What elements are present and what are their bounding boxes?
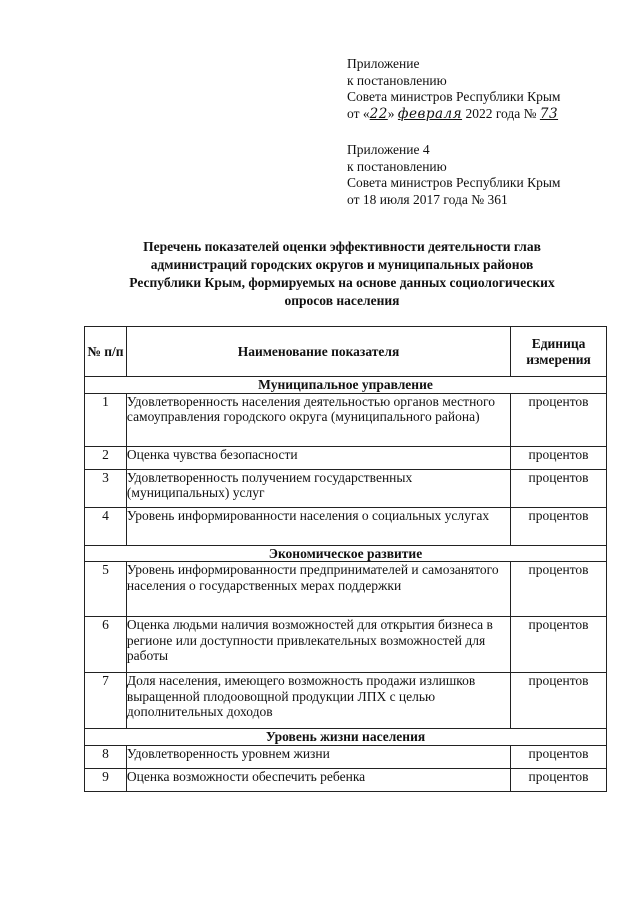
handwritten-number: 73: [539, 105, 559, 122]
section-title: Муниципальное управление: [85, 377, 607, 394]
row-num: 9: [85, 768, 127, 791]
row-unit: процентов: [511, 673, 607, 729]
title-line: администраций городских округов и муниципальных районов: [150, 257, 534, 272]
table-row: [85, 446, 607, 469]
row-unit: процентов: [511, 745, 607, 768]
row-name: Удовлетворенность населения деятельностью органов местного самоуправления городского округа (муниципального района): [126, 393, 510, 446]
council-label: Совета министров Республики Крым: [347, 175, 561, 190]
section-row: [85, 729, 607, 746]
row-num: 2: [85, 446, 127, 469]
year-suffix: 2022 года №: [462, 105, 540, 121]
date-mid: »: [387, 105, 398, 121]
title-line: Республики Крым, формируемых на основе данных социологических: [129, 275, 555, 290]
row-name: Уровень информированности населения о социальных услугах: [126, 507, 510, 545]
indicators-table: [84, 326, 607, 792]
row-unit: процентов: [511, 393, 607, 446]
appendix-header: [347, 56, 627, 122]
row-unit: процентов: [511, 617, 607, 673]
table-row: [85, 617, 607, 673]
row-num: 4: [85, 507, 127, 545]
row-unit: процентов: [511, 507, 607, 545]
table-row: [85, 393, 607, 446]
row-num: 3: [85, 469, 127, 507]
row-num: 6: [85, 617, 127, 673]
table-row: [85, 469, 607, 507]
table-row: [85, 745, 607, 768]
header-name: Наименование показателя: [126, 327, 510, 377]
row-name: Оценка людьми наличия возможностей для открытия бизнеса в регионе или доступности привлекательных возможностей для работы: [126, 617, 510, 673]
row-name: Удовлетворенность получением государственных (муниципальных) услуг: [126, 469, 510, 507]
to-resolution-label: к постановлению: [347, 158, 447, 174]
row-name: Доля населения, имеющего возможность продажи излишков выращенной плодоовощной продукции ЛПХ с целью дополнительных доходов: [126, 673, 510, 729]
table-row: [85, 673, 607, 729]
header-unit: Единица измерения: [511, 327, 607, 377]
original-resolution-date: от 18 июля 2017 года № 361: [347, 191, 508, 207]
title-line: Перечень показателей оценки эффективности деятельности глав: [143, 239, 541, 254]
row-unit: процентов: [511, 469, 607, 507]
table-row: [85, 507, 607, 545]
row-num: 5: [85, 562, 127, 617]
row-name: Уровень информированности предпринимателей и самозанятого населения о государственных мерах поддержки: [126, 562, 510, 617]
to-resolution-label: к постановлению: [347, 72, 447, 88]
appendix-label: Приложение: [347, 56, 420, 71]
date-prefix: от «: [347, 105, 370, 121]
row-unit: процентов: [511, 768, 607, 791]
row-num: 1: [85, 393, 127, 446]
table-row: [85, 562, 607, 617]
resolution-date-line: [347, 106, 627, 123]
handwritten-month: февраля: [397, 105, 463, 122]
appendix-4-header: [347, 142, 627, 208]
row-num: 8: [85, 745, 127, 768]
row-name: Удовлетворенность уровнем жизни: [126, 745, 510, 768]
council-label: Совета министров Республики Крым: [347, 89, 561, 104]
section-row: [85, 377, 607, 394]
title-line: опросов населения: [284, 293, 400, 308]
table-row: [85, 768, 607, 791]
table-header-row: [85, 327, 607, 377]
row-unit: процентов: [511, 446, 607, 469]
section-row: [85, 545, 607, 562]
section-title: Уровень жизни населения: [85, 729, 607, 746]
header-num: № п/п: [85, 327, 127, 377]
row-num: 7: [85, 673, 127, 729]
handwritten-day: 22: [369, 105, 388, 122]
row-name: Оценка чувства безопасности: [126, 446, 510, 469]
row-unit: процентов: [511, 562, 607, 617]
appendix-4-label: Приложение 4: [347, 142, 430, 157]
document-title: [92, 238, 592, 310]
section-title: Экономическое развитие: [85, 545, 607, 562]
row-name: Оценка возможности обеспечить ребенка: [126, 768, 510, 791]
